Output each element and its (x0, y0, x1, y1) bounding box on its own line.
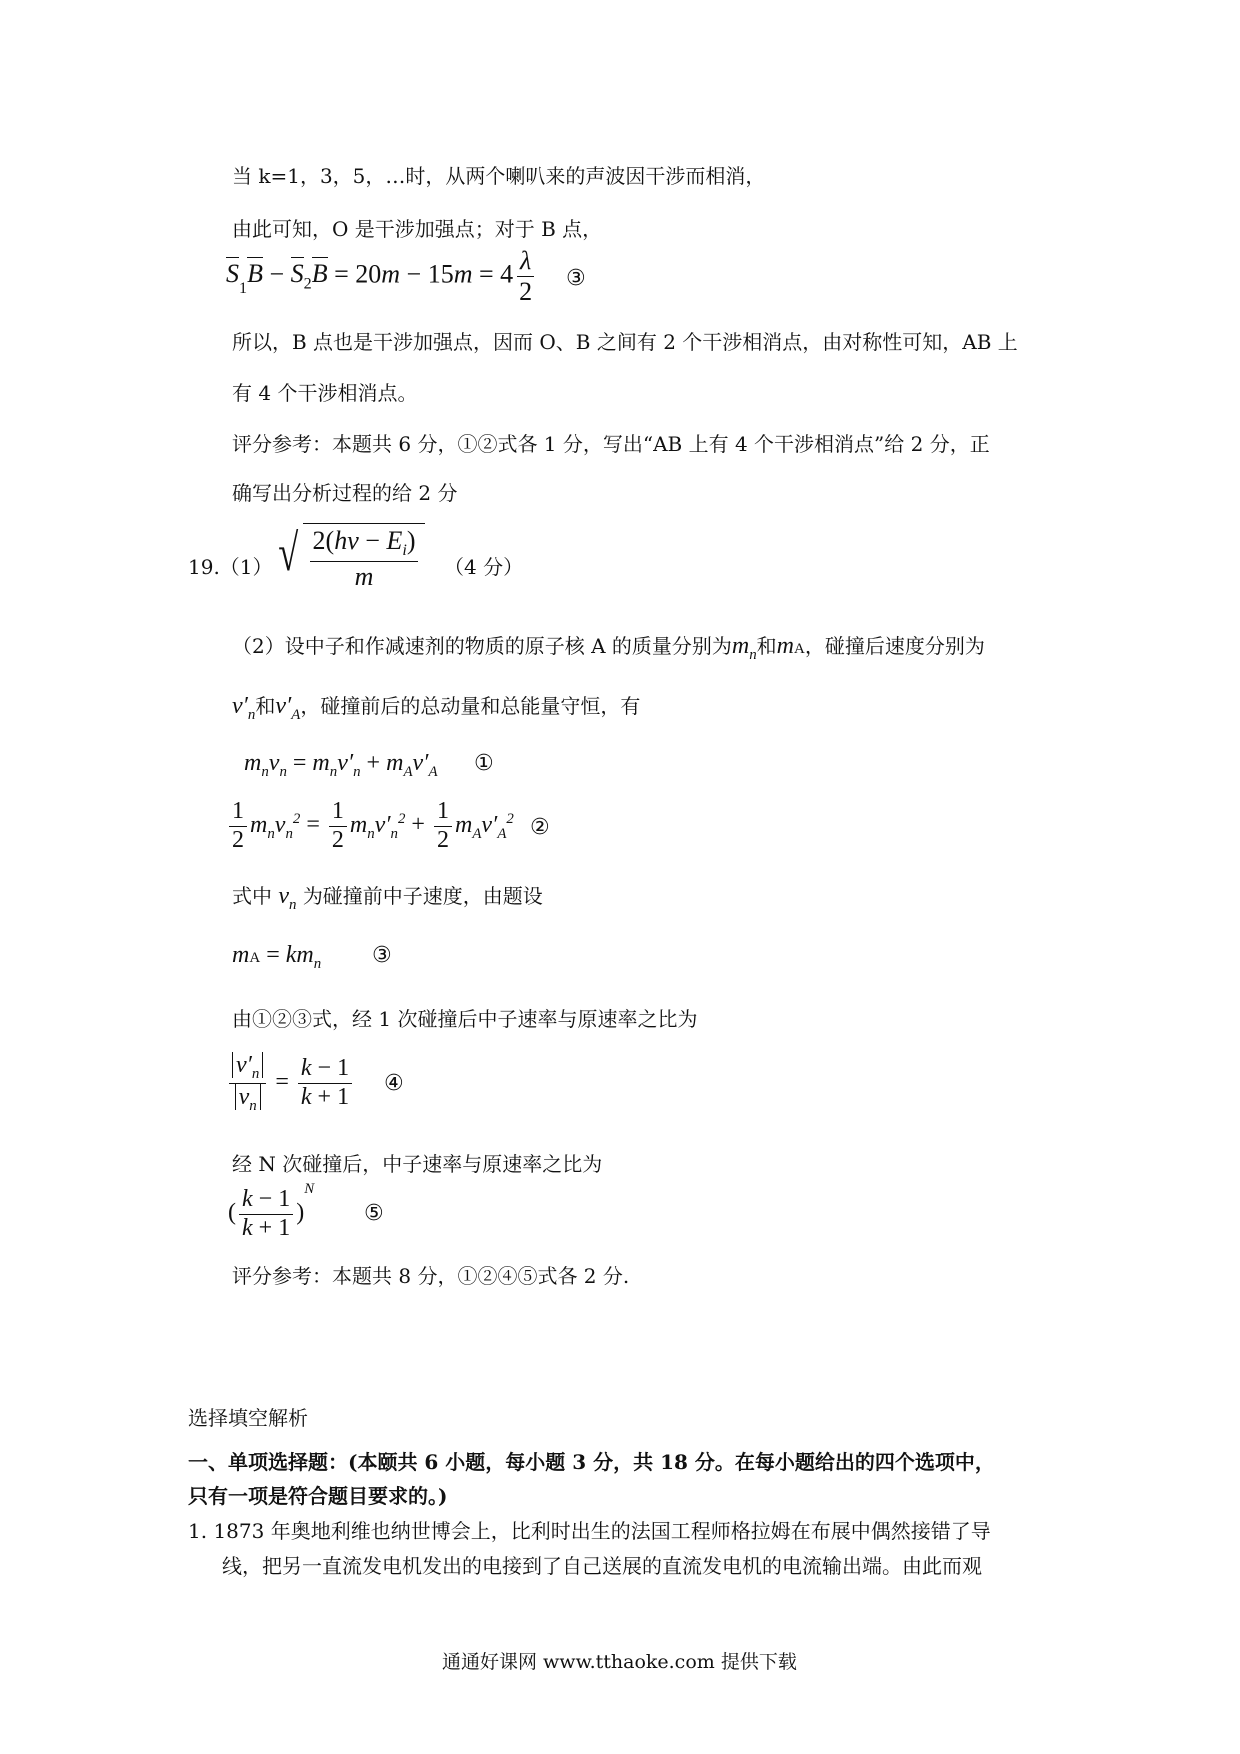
text-line-scoring-1: 评分参考：本题共 6 分，①②式各 1 分，写出“AB 上有 4 个干涉相消点”给 2 分，正 (232, 432, 990, 456)
equation-marker-5: ⑤ (364, 1201, 384, 1226)
equation-marker-4: ④ (384, 1071, 404, 1096)
equation-mass-ratio: mA = $km_n$ (232, 942, 322, 972)
equation-energy: $\frac{1}{2}$ $m_nv_n^2$ = $\frac{1}{2}$ $m_nv'_n^2$ + $\frac{1}{2}$ $m_Av'_A^2$ (226, 798, 514, 854)
text-line-b-point: 所以，B 点也是干涉加强点，因而 O、B 之间有 2 个干涉相消点，由对称性可知，AB 上 (232, 330, 1018, 354)
section-title: 选择填空解析 (188, 1406, 308, 1430)
text-segment-conservation: ，碰撞前后的总动量和总能量守恒，有 (300, 694, 641, 718)
text-line-conservation: $v'_n$和$v'_A$，碰撞前后的总动量和总能量守恒，有 (232, 693, 641, 723)
text-line-o-point: 由此可知，O 是干涉加强点；对于 B 点， (232, 217, 603, 241)
section-heading-line-1: 一、单项选择题：(本颐共 6 小题，每小题 3 分，共 18 分。在每小题给出的四个选项中， (188, 1450, 995, 1474)
equation-velocity-sqrt: √ $\frac{2(hv - E_i)}{m}$ (274, 523, 425, 592)
equation-marker-2: ② (530, 815, 550, 840)
text-line-cancel-points: 有 4 个干涉相消点。 (232, 381, 418, 405)
question-19-label: 19.（1） (188, 555, 273, 579)
text-line-first-collision: 由①②③式，经 1 次碰撞后中子速率与原速率之比为 (232, 1007, 698, 1031)
text-line-n-collisions: 经 N 次碰撞后，中子速率与原速率之比为 (232, 1152, 603, 1176)
equation-speed-ratio: $\frac{v'_n}{v_n}$ = $\frac{k - 1}{k + 1}$ (226, 1052, 355, 1115)
question-19-score: （4 分） (444, 555, 524, 579)
equation-marker-3b: ③ (372, 943, 392, 968)
text-line-scoring-2: 确写出分析过程的给 2 分 (232, 481, 458, 505)
question-1-line-1: 1. 1873 年奥地利维也纳世博会上，比利时出生的法国工程师格拉姆在布展中偶然接错了导 (188, 1519, 991, 1543)
equation-marker-1: ① (474, 751, 494, 776)
question-1-line-2: 线，把另一直流发电机发出的电接到了自己送展的直流发电机的电流输出端。由此而观 (222, 1554, 982, 1578)
section-heading-line-2: 只有一项是符合题目要求的。) (188, 1484, 448, 1508)
text-segment-and: 和 (756, 634, 777, 658)
text-line-neutron-speed: 式中 $v_n$ 为碰撞前中子速度，由题设 (232, 883, 543, 913)
text-segment-neutron-speed: 为碰撞前中子速度，由题设 (302, 884, 543, 908)
text-segment-masses: （2）设中子和作减速剂的物质的原子核 A 的质量分别为 (232, 634, 732, 658)
text-segment-formula-intro: 式中 (232, 884, 272, 908)
text-line-k-values: 当 k=1，3，5，…时，从两个喇叭来的声波因干涉而相消， (232, 164, 766, 188)
equation-path-difference: $S_1B - S_2B = 20m - 15m = 4$ $\frac{\lambda}{2}$ (226, 246, 538, 307)
equation-momentum: $m_nv_n = m_nv'_n + m_Av'_A$ (244, 750, 438, 780)
text-line-masses: （2）设中子和作减速剂的物质的原子核 A 的质量分别为$m_n$和mA，碰撞后速度分别为 (232, 633, 985, 663)
footer-download-note: 通通好课网 www.tthaoke.com 提供下载 (442, 1651, 797, 1673)
equation-n-ratio: ( $\frac{k - 1}{k + 1}$ )$^N$ (228, 1180, 315, 1241)
equation-marker-3: ③ (566, 266, 586, 291)
text-line-scoring-8: 评分参考：本题共 8 分，①②④⑤式各 2 分. (232, 1264, 630, 1288)
text-segment-velocities: ，碰撞后速度分别为 (804, 634, 985, 658)
